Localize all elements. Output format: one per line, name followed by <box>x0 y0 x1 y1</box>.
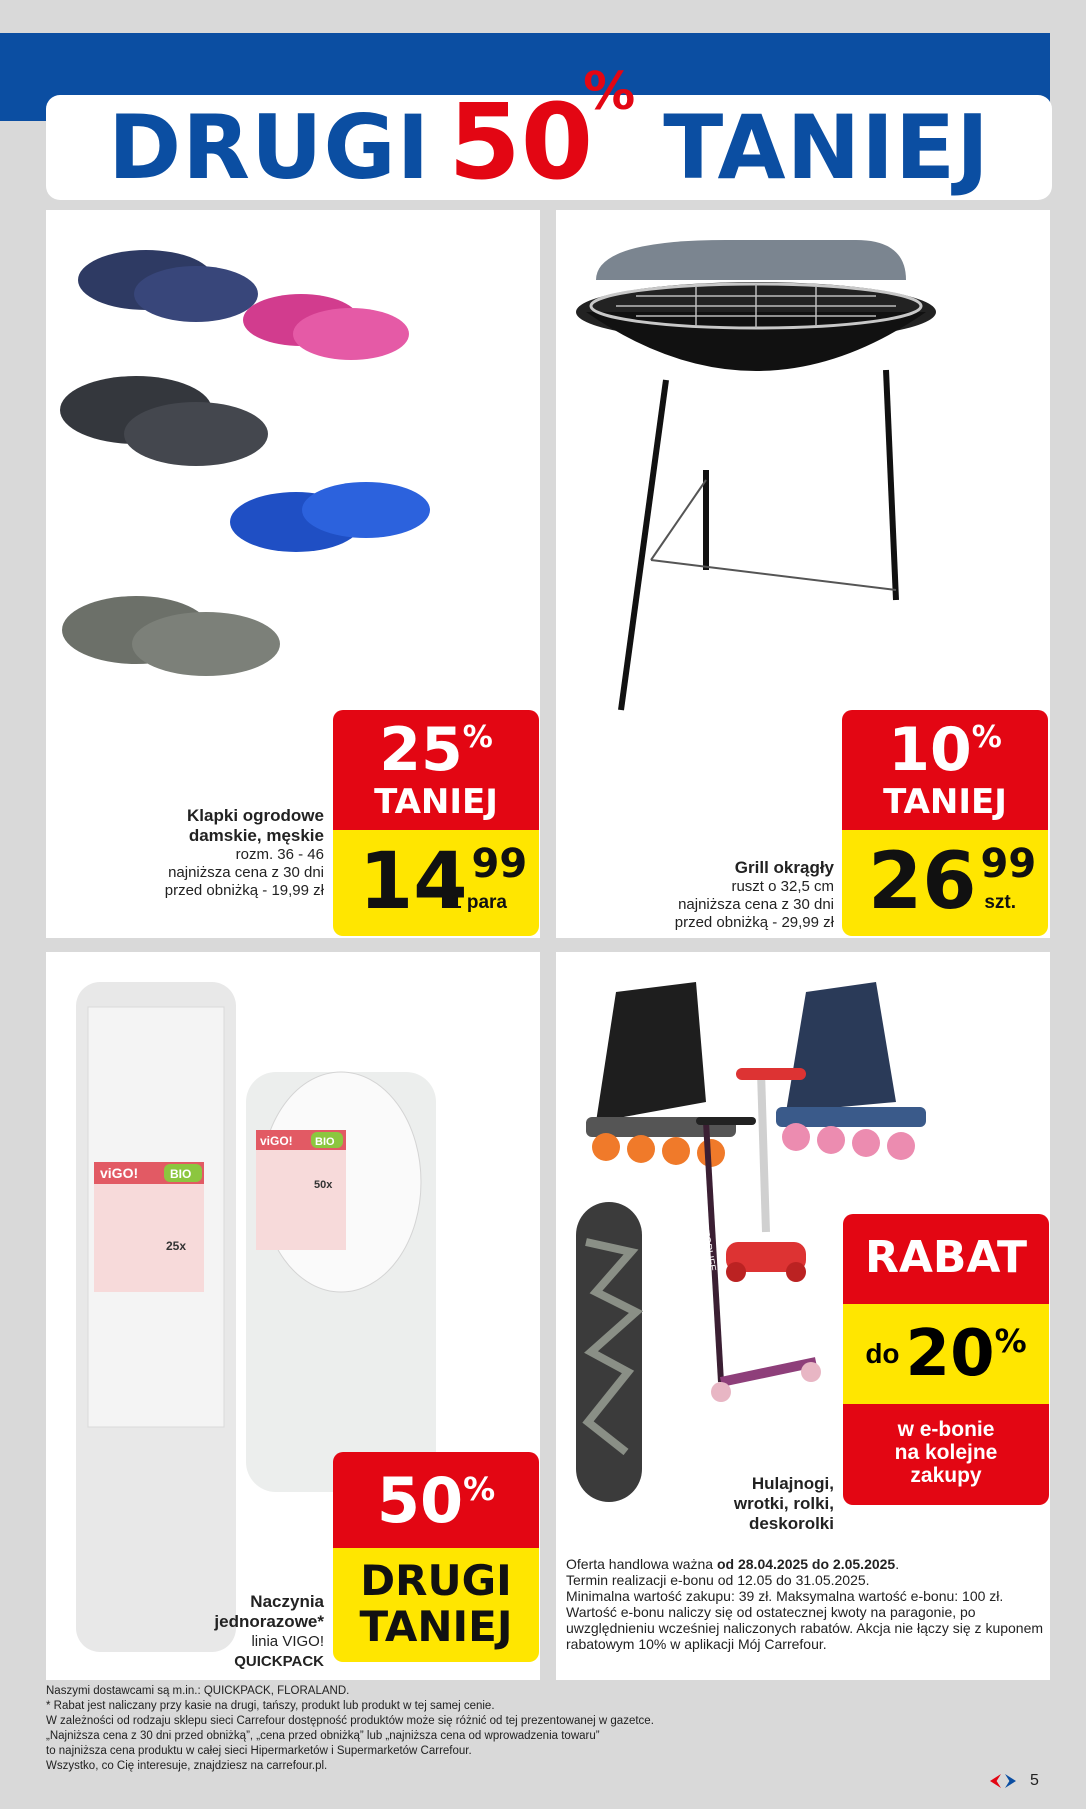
rabat-label: RABAT <box>843 1214 1049 1304</box>
footer-suppliers: Naszymi dostawcami są m.in.: QUICKPACK, FLORALAND. <box>46 1685 350 1697</box>
product-name-3: deskorolki <box>748 1514 834 1533</box>
second-word: DRUGI <box>360 1556 512 1605</box>
product-name: Klapki ogrodowe <box>187 806 324 825</box>
ebon-line-2: na kolejne <box>894 1441 998 1464</box>
grill-legs <box>621 370 896 710</box>
skate-orange <box>586 982 736 1167</box>
previous-price: przed obniżką - 29,99 zł <box>674 914 834 931</box>
discount-word: TANIEJ <box>883 782 1007 822</box>
product-card-grill[interactable] <box>556 210 1050 938</box>
offer-terms <box>566 1556 1046 1652</box>
carrefour-logo-icon <box>990 1772 1016 1790</box>
price-unit: szt. <box>984 892 1016 913</box>
cups-brand: viGO! <box>100 1165 139 1181</box>
product-name-2: damskie, męskie <box>188 826 324 845</box>
footer-discount-note: * Rabat jest naliczany przy kasie na drugi, tańszy, produkt lub produkt w tej samej cenie. <box>46 1700 495 1712</box>
lowest-price-note: najniższa cena z 30 dni <box>678 896 834 913</box>
product-card-hulajnogi[interactable] <box>556 952 1050 1680</box>
discount-percent: % <box>971 720 1002 755</box>
lowest-price-note: najniższa cena z 30 dni <box>168 864 324 881</box>
product-name: Grill okrągły <box>734 858 834 877</box>
product-name-2: jednorazowe* <box>214 1612 324 1631</box>
discount-badge <box>333 1452 539 1662</box>
clog-pink <box>243 294 409 360</box>
plates-count: 50x <box>314 1179 333 1191</box>
product-brand: QUICKPACK <box>234 1653 324 1670</box>
rabat-number: 20 <box>905 1317 995 1391</box>
product-card-naczynia[interactable] <box>46 952 540 1680</box>
plates-bio: BIO <box>315 1136 335 1148</box>
product-card-klapki[interactable] <box>46 210 540 938</box>
grill-windshield <box>596 240 906 280</box>
discount-badge <box>842 710 1048 936</box>
clogs-image <box>46 220 466 720</box>
price-tag <box>842 830 1048 936</box>
page-footer <box>990 1772 1039 1790</box>
product-name: Naczynia <box>250 1592 324 1611</box>
product-description <box>165 806 324 900</box>
price-tag <box>333 830 539 936</box>
skateboard <box>576 1202 642 1502</box>
discount-word: TANIEJ <box>374 782 498 822</box>
scooter-brand: C-TOPLIFE <box>697 1219 718 1273</box>
banner-word-drugi: DRUGI <box>108 95 431 199</box>
page-number: 5 <box>1030 1772 1039 1789</box>
product-size: rozm. 36 - 46 <box>235 846 324 863</box>
product-detail: ruszt o 32,5 cm <box>731 878 834 895</box>
clog-navy <box>78 250 258 322</box>
cheaper-word: TANIEJ <box>359 1602 513 1651</box>
offer-conditions: Minimalna wartość zakupu: 39 zł. Maksymalna wartość e-bonu: 100 zł. Wartość e-bonu naliczy się od ostatecznej kwoty na paragonie, po uwzględnieniu wcześniej naliczonych rabatów. Akcja nie łączy się z kuponem rabatowym 10% w aplikacji Mój Carrefour. <box>566 1588 1044 1652</box>
footer-price-def: „Najniższa cena z 30 dni przed obniżką”, „cena przed obniżką” lub „najniższa cena od wprowadzenia towaru” <box>46 1730 600 1742</box>
rabat-percent: % <box>994 1322 1027 1360</box>
product-description <box>734 1474 834 1534</box>
price-decimal: 99 <box>471 841 528 887</box>
discount-number: 50 <box>376 1464 464 1537</box>
product-description <box>675 858 834 932</box>
previous-price: przed obniżką - 19,99 zł <box>164 882 324 899</box>
product-line: linia VIGO! <box>251 1633 324 1650</box>
price-integer: 26 <box>868 837 977 927</box>
second-cheaper-label <box>333 1548 539 1662</box>
footer-availability: W zależności od rodzaju sklepu sieci Carrefour dostępność produktów może się różnić od tej prezentowanej w gazetce. <box>46 1715 654 1727</box>
price-integer: 14 <box>359 837 468 927</box>
offer-ebon-period: Termin realizacji e-bonu od 12.05 do 31.05.2025. <box>566 1572 870 1588</box>
offer-dates: od 28.04.2025 do 2.05.2025 <box>716 1556 896 1572</box>
discount-percent: % <box>463 1470 496 1508</box>
discount-number: 10 <box>888 715 972 785</box>
clog-black <box>60 376 268 466</box>
product-name-2: wrotki, rolki, <box>733 1494 834 1513</box>
plates-brand: viGO! <box>260 1134 293 1148</box>
discount-percent: % <box>462 720 493 755</box>
footer-notes <box>46 1684 946 1774</box>
banner-headline <box>46 61 1052 203</box>
footer-price-def-2: to najniższa cena produktu w całej sieci Hipermarketów i Supermarketów Carrefour. <box>46 1745 472 1757</box>
cups-bio: BIO <box>170 1167 192 1181</box>
discount-number: 25 <box>379 715 463 785</box>
clog-blue <box>230 482 430 552</box>
offer-suffix: . <box>895 1556 900 1572</box>
cups-count: 25x <box>166 1239 187 1253</box>
banner-number: 50 <box>448 80 594 203</box>
footer-website: Wszystko, co Cię interesuje, znajdziesz na carrefour.pl. <box>46 1760 328 1772</box>
grill-image <box>556 220 1050 720</box>
product-name: Hulajnogi, <box>751 1474 834 1493</box>
ebon-note <box>843 1404 1049 1505</box>
rabat-up-to: do <box>865 1338 900 1369</box>
offer-prefix: Oferta handlowa ważna <box>566 1556 717 1572</box>
discount-badge <box>333 710 539 936</box>
price-decimal: 99 <box>980 841 1037 887</box>
price-unit: 1 para <box>451 892 507 913</box>
banner-word-taniej: TANIEJ <box>663 95 990 199</box>
rabat-amount <box>843 1304 1049 1404</box>
ebon-line-3: zakupy <box>910 1464 982 1487</box>
banner-percent: % <box>583 61 636 122</box>
clog-grey <box>62 596 280 676</box>
ebon-line-1: w e-bonie <box>897 1418 995 1441</box>
rabat-badge <box>843 1214 1049 1505</box>
product-description <box>214 1592 324 1672</box>
